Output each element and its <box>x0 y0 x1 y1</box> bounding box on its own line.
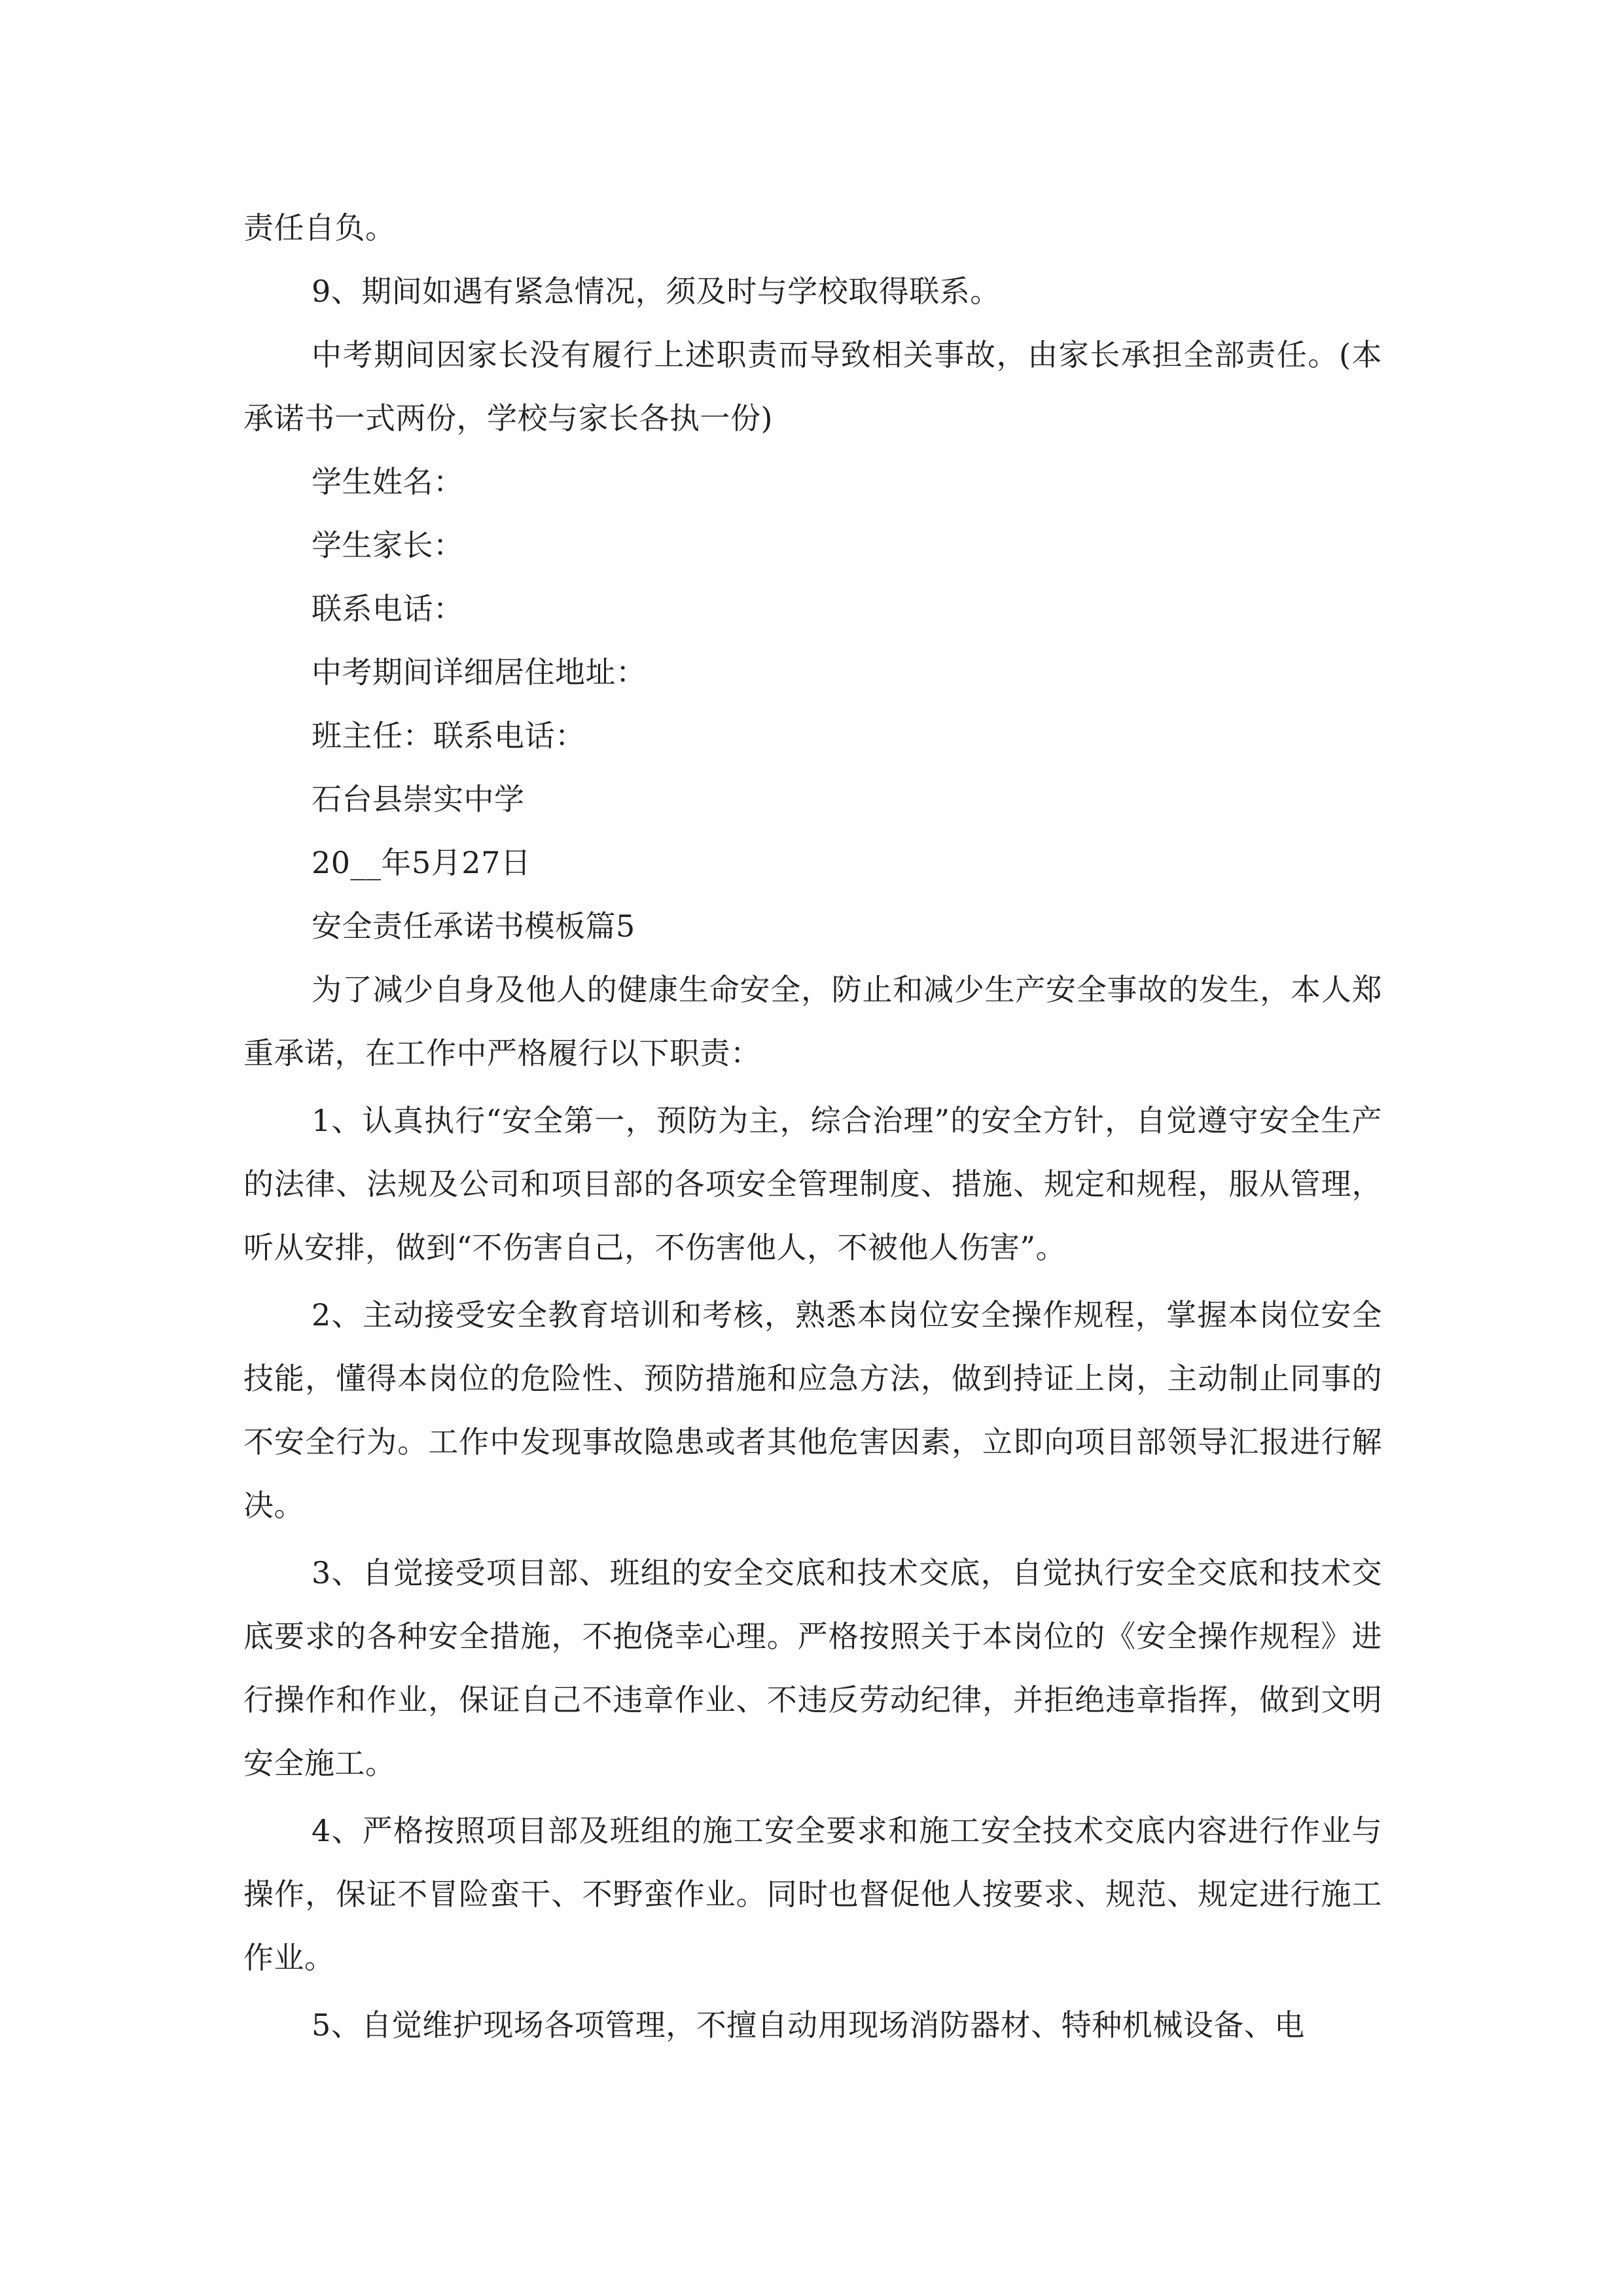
document-body <box>243 196 1382 2057</box>
form-field-label: 学生家长： <box>312 528 464 563</box>
paragraph: 2、主动接受安全教育培训和考核，熟悉本岗位安全操作规程，掌握本岗位安全技能，懂得本岗位的危险性、预防措施和应急方法，做到持证上岗，主动制止同事的不安全行为。工作中发现事故隐患或者其他危害因素，立即向项目部领导汇报进行解决。 <box>243 1297 1382 1523</box>
paragraph: 5、自觉维护现场各项管理，不擅自动用现场消防器材、特种机械设备、电 <box>312 2007 1305 2043</box>
paragraph: 3、自觉接受项目部、班组的安全交底和技术交底，自觉执行安全交底和技术交底要求的各种安全措施，不抱侥幸心理。严格按照关于本岗位的《安全操作规程》进行操作和作业，保证自己不违章作业、不违反劳动纪律，并拒绝违章指挥，做到文明安全施工。 <box>243 1555 1382 1781</box>
paragraph: 4、严格按照项目部及班组的施工安全要求和施工安全技术交底内容进行作业与操作，保证不冒险蛮干、不野蛮作业。同时也督促他人按要求、规范、规定进行施工作业。 <box>243 1813 1382 1975</box>
school-name: 石台县崇实中学 <box>312 781 525 817</box>
date: 20__年5月27日 <box>312 845 531 880</box>
paragraph: 责任自负。 <box>243 210 396 245</box>
paragraph: 中考期间因家长没有履行上述职责而导致相关事故，由家长承担全部责任。(本承诺书一式两份，学校与家长各执一份) <box>243 337 1382 436</box>
form-field-label: 中考期间详细居住地址： <box>312 655 647 690</box>
form-field-label: 学生姓名： <box>312 464 464 499</box>
paragraph: 9、期间如遇有紧急情况，须及时与学校取得联系。 <box>312 274 1001 309</box>
form-field-label: 联系电话： <box>312 591 464 626</box>
form-field-label: 班主任：联系电话： <box>312 718 586 753</box>
section-heading: 安全责任承诺书模板篇5 <box>312 908 635 944</box>
paragraph: 1、认真执行“安全第一，预防为主，综合治理”的安全方针，自觉遵守安全生产的法律、法规及公司和项目部的各项安全管理制度、措施、规定和规程，服从管理，听从安排，做到“不伤害自己，不伤害他人，不被他人伤害”。 <box>243 1103 1382 1265</box>
paragraph: 为了减少自身及他人的健康生命安全，防止和减少生产安全事故的发生，本人郑重承诺，在工作中严格履行以下职责： <box>243 972 1382 1071</box>
